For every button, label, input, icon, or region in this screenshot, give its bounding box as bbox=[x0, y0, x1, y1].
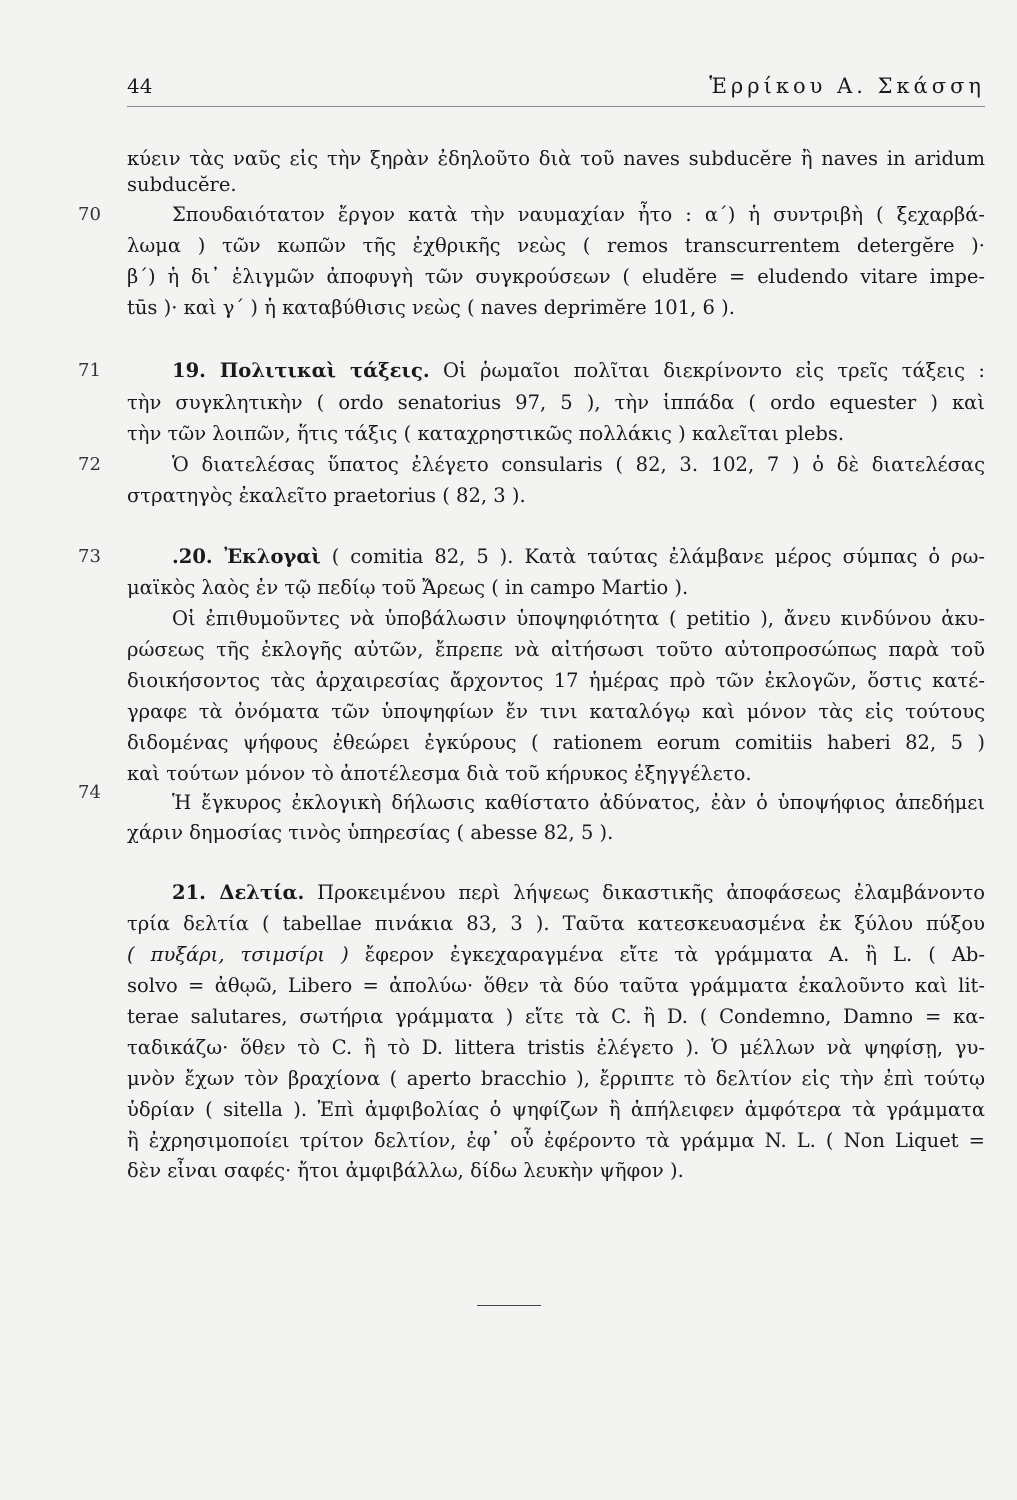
text-line: tūs )· καὶ γ΄ ) ἡ καταβύθισις νεὼς ( naves deprimĕre 101, 6 ). bbox=[127, 296, 735, 319]
text-line: καὶ τούτων μόνον τὸ ἀποτέλεσμα διὰ τοῦ κήρυκος ἐξηγγέλετο. bbox=[127, 762, 752, 785]
text-line: ὑδρίαν ( sitella ). Ἐπὶ ἀμφιβολίας ὁ ψηφίζων ἢ ἀπήλειφεν ἀμφότερα τὰ γράμματα bbox=[127, 1098, 985, 1121]
text-line: κύειν τὰς ναῦς εἰς τὴν ξηρὰν ἐδηλοῦτο διὰ τοῦ naves subducĕre ἢ naves in aridum bbox=[127, 147, 985, 170]
text-line-with-italic bbox=[127, 942, 985, 968]
text-line-section-20 bbox=[172, 544, 985, 570]
margin-number-70: 70 bbox=[78, 204, 101, 225]
margin-number-74: 74 bbox=[78, 782, 101, 803]
margin-number-72: 72 bbox=[78, 454, 101, 475]
text-fragment: ( comitia 82, 5 ). Κατὰ ταύτας ἐλάμβανε μέρος σύμπας ὁ ρω- bbox=[331, 545, 985, 568]
italic-fragment: ( πυξάρι, τσιμσίρι ) bbox=[127, 943, 349, 966]
text-line: λωμα ) τῶν κωπῶν τῆς ἐχθρικῆς νεὼς ( remos transcurrentem detergĕre )· bbox=[127, 234, 985, 257]
text-line: solvo = ἀθῳῶ, Libero = ἀπολύω· ὅθεν τὰ δύο ταῦτα γράμματα ἐκαλοῦντο καὶ lit- bbox=[127, 974, 985, 997]
margin-number-73: 73 bbox=[78, 546, 101, 567]
page-number: 44 bbox=[127, 74, 153, 98]
section-end-rule bbox=[477, 1305, 541, 1306]
text-line: δὲν εἶναι σαφές· ἤτοι ἀμφιβάλλω, δίδω λευκὴν ψῆφον ). bbox=[127, 1159, 684, 1182]
text-line: ταδικάζω· ὅθεν τὸ C. ἢ τὸ D. littera tristis ἐλέγετο ). Ὁ μέλλων νὰ ψηφίσῃ, γυ- bbox=[127, 1036, 985, 1059]
text-line: subducĕre. bbox=[127, 173, 237, 196]
text-line: διοικήσοντος τὰς ἀρχαιρεσίας ἄρχοντος 17 ἡμέρας πρὸ τῶν ἐκλογῶν, ὅστις κατέ- bbox=[127, 669, 985, 692]
section-heading-21: 21. Δελτία. bbox=[172, 881, 305, 904]
text-line: terae salutares, σωτήρια γράμματα ) εἴτε τὰ C. ἢ D. ( Condemno, Damno = κα- bbox=[127, 1005, 985, 1028]
section-heading-19: 19. Πολιτικαὶ τάξεις. bbox=[172, 359, 430, 382]
text-line: μνὸν ἔχων τὸν βραχίονα ( aperto bracchio ), ἔρριπτε τὸ δελτίον εἰς τὴν ἐπὶ τούτῳ bbox=[127, 1067, 985, 1090]
text-line: ἢ ἐχρησιμοποίει τρίτον δελτίον, ἐφ᾽ οὗ ἐφέροντο τὰ γράμμα N. L. ( Non Liquet = bbox=[127, 1129, 985, 1152]
running-head: Ἑρρίκου Α. Σκάσση bbox=[709, 74, 985, 98]
margin-number-71: 71 bbox=[78, 360, 101, 381]
text-line: τὴν συγκλητικὴν ( ordo senatorius 97, 5 ), τὴν ἱππάδα ( ordo equester ) καὶ bbox=[127, 391, 985, 414]
text-line-section-21 bbox=[172, 880, 985, 906]
text-fragment: Οἱ ῥωμαῖοι πολῖται διεκρίνοντο εἰς τρεῖς τάξεις : bbox=[443, 359, 985, 382]
section-heading-20: .20. Ἐκλογαὶ bbox=[172, 545, 321, 568]
text-line: Ἡ ἔγκυρος ἐκλογικὴ δήλωσις καθίστατο ἀδύνατος, ἐὰν ὁ ὑποψήφιος ἀπεδήμει bbox=[172, 791, 985, 814]
text-line: β΄) ἡ δι᾽ ἑλιγμῶν ἀποφυγὴ τῶν συγκρούσεων ( eludĕre = eludendo vitare impe- bbox=[127, 265, 985, 288]
text-line: στρατηγὸς ἐκαλεῖτο praetorius ( 82, 3 ). bbox=[127, 484, 526, 507]
text-line: διδομένας ψήφους ἐθεώρει ἐγκύρους ( rationem eorum comitiis haberi 82, 5 ) bbox=[127, 731, 985, 754]
text-line: Σπουδαιότατον ἔργον κατὰ τὴν ναυμαχίαν ἦτο : α΄) ἡ συντριβὴ ( ξεχαρβά- bbox=[172, 203, 985, 226]
text-line: ρώσεως τῆς ἐκλογῆς αὐτῶν, ἔπρεπε νὰ αἰτήσωσι τοῦτο αὐτοπροσώπως παρὰ τοῦ bbox=[127, 638, 985, 661]
text-line: Ὁ διατελέσας ὕπατος ἐλέγετο consularis ( 82, 3. 102, 7 ) ὁ δὲ διατελέσας bbox=[172, 453, 985, 476]
text-line: τὴν τῶν λοιπῶν, ἥτις τάξις ( καταχρηστικῶς πολλάκις ) καλεῖται plebs. bbox=[127, 422, 845, 445]
text-line: μαϊκὸς λαὸς ἐν τῷ πεδίῳ τοῦ Ἄρεως ( in campo Martio ). bbox=[127, 576, 689, 599]
text-line-section-19 bbox=[172, 358, 985, 384]
text-line: Οἱ ἐπιθυμοῦντες νὰ ὑποβάλωσιν ὑποψηφιότητα ( petitio ), ἄνευ κινδύνου ἀκυ- bbox=[172, 607, 985, 630]
text-line: τρία δελτία ( tabellae πινάκια 83, 3 ). Ταῦτα κατεσκευασμένα ἐκ ξύλου πύξου bbox=[127, 912, 985, 935]
page-header bbox=[127, 70, 985, 107]
text-fragment: ἔφερον ἐγκεχαραγμένα εἴτε τὰ γράμματα A. ἢ L. ( Ab- bbox=[364, 943, 986, 966]
text-fragment: Προκειμένου περὶ λήψεως δικαστικῆς ἀποφάσεως ἐλαμβάνοντο bbox=[317, 881, 985, 904]
text-line: χάριν δημοσίας τινὸς ὑπηρεσίας ( abesse 82, 5 ). bbox=[127, 821, 614, 844]
text-line: γραφε τὰ ὀνόματα τῶν ὑποψηφίων ἔν τινι καταλόγῳ καὶ μόνον τὰς εἰς τούτους bbox=[127, 700, 985, 723]
